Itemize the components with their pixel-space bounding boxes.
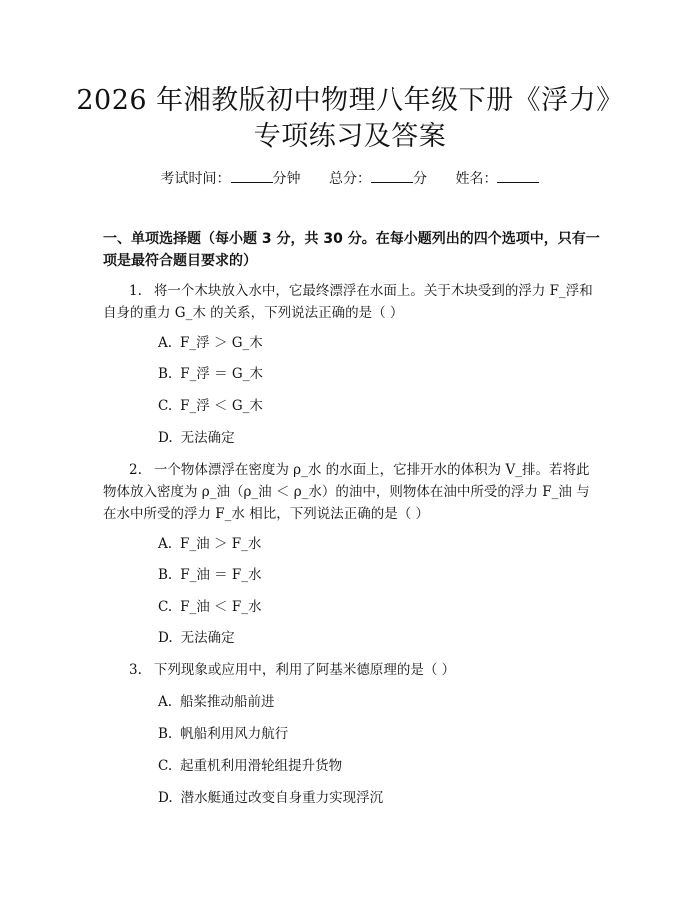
question-1 — [103, 280, 595, 324]
option-letter: C. — [158, 398, 173, 414]
option-text: F_油 ＜ F_水 — [180, 599, 262, 615]
option-text: F_油 ＝ F_水 — [180, 567, 262, 583]
exam-time-field — [161, 171, 305, 187]
option-text: F_浮 ＜ G_木 — [180, 398, 263, 414]
question-stem: 将一个木块放入水中，它最终漂浮在水面上。关于木块受到的浮力 F_浮和自身的重力 G_木 的关系，下列说法正确的是（ ） — [103, 283, 593, 321]
option-text: 帆船利用风力航行 — [180, 726, 289, 742]
question-3-option-c — [158, 756, 342, 776]
option-text: F_浮 ＝ G_木 — [180, 366, 263, 382]
option-letter: D. — [158, 430, 173, 446]
option-letter: C. — [158, 758, 173, 774]
document-title-line-1: 2026 年湘教版初中物理八年级下册《浮力》 — [76, 85, 624, 116]
option-letter: D. — [158, 630, 173, 646]
question-number: 1. — [129, 283, 142, 299]
question-2-option-b — [158, 565, 262, 585]
option-text: 无法确定 — [180, 630, 235, 646]
exam-score-label: 总分： — [329, 171, 371, 187]
option-letter: C. — [158, 599, 173, 615]
question-number: 2. — [129, 462, 142, 478]
option-text: 起重机利用滑轮组提升货物 — [180, 758, 343, 774]
exam-time-label: 考试时间： — [160, 171, 231, 187]
option-text: 船桨推动船前进 — [180, 694, 275, 710]
option-text: F_浮 ＞ G_木 — [180, 335, 263, 351]
question-1-option-c — [158, 396, 263, 416]
option-text: 无法确定 — [180, 430, 235, 446]
option-letter: A. — [158, 536, 173, 552]
section-heading: 一、单项选择题（每小题 3 分，共 30 分。在每小题列出的四个选项中，只有一项是最符合题目要求的） — [103, 231, 600, 269]
option-letter: A. — [158, 694, 173, 710]
exam-time-blank — [231, 168, 273, 183]
question-3-option-d — [158, 788, 383, 808]
question-stem: 下列现象或应用中，利用了阿基米德原理的是（ ） — [153, 662, 456, 678]
question-3 — [103, 659, 595, 681]
question-3-option-a — [158, 692, 275, 712]
option-letter: D. — [158, 790, 173, 806]
option-letter: B. — [158, 366, 173, 382]
option-text: F_油 ＞ F_水 — [180, 536, 262, 552]
question-stem: 一个物体漂浮在密度为 ρ_水 的水面上，它排开水的体积为 V_排。若将此物体放入密度为 ρ_油（ρ_油 ＜ ρ_水）的油中，则物体在油中所受的浮力 F_油 与在水中所受的浮力 F_水 相比，下列说法正确的是（ ） — [103, 462, 590, 522]
exam-name-label: 姓名： — [455, 171, 498, 187]
question-2 — [103, 459, 595, 525]
exam-score-unit: 分 — [413, 171, 427, 187]
exam-name-field — [455, 171, 539, 187]
question-2-option-d — [158, 628, 235, 648]
question-2-option-a — [158, 534, 261, 554]
question-2-option-c — [158, 597, 261, 617]
exam-score-blank — [371, 168, 413, 183]
option-text: 潜水艇通过改变自身重力实现浮沉 — [180, 790, 384, 806]
question-3-option-b — [158, 724, 288, 744]
option-letter: B. — [158, 567, 173, 583]
question-1-option-d — [158, 428, 235, 448]
option-letter: A. — [158, 335, 173, 351]
question-number: 3. — [129, 662, 142, 678]
option-letter: B. — [158, 726, 173, 742]
exam-score-field — [329, 171, 431, 187]
exam-name-blank — [497, 168, 539, 183]
exam-info-row — [0, 168, 700, 189]
question-1-option-b — [158, 364, 263, 384]
exam-time-unit: 分钟 — [272, 171, 301, 187]
document-title-line-2: 专项练习及答案 — [253, 121, 447, 152]
question-1-option-a — [158, 333, 263, 353]
